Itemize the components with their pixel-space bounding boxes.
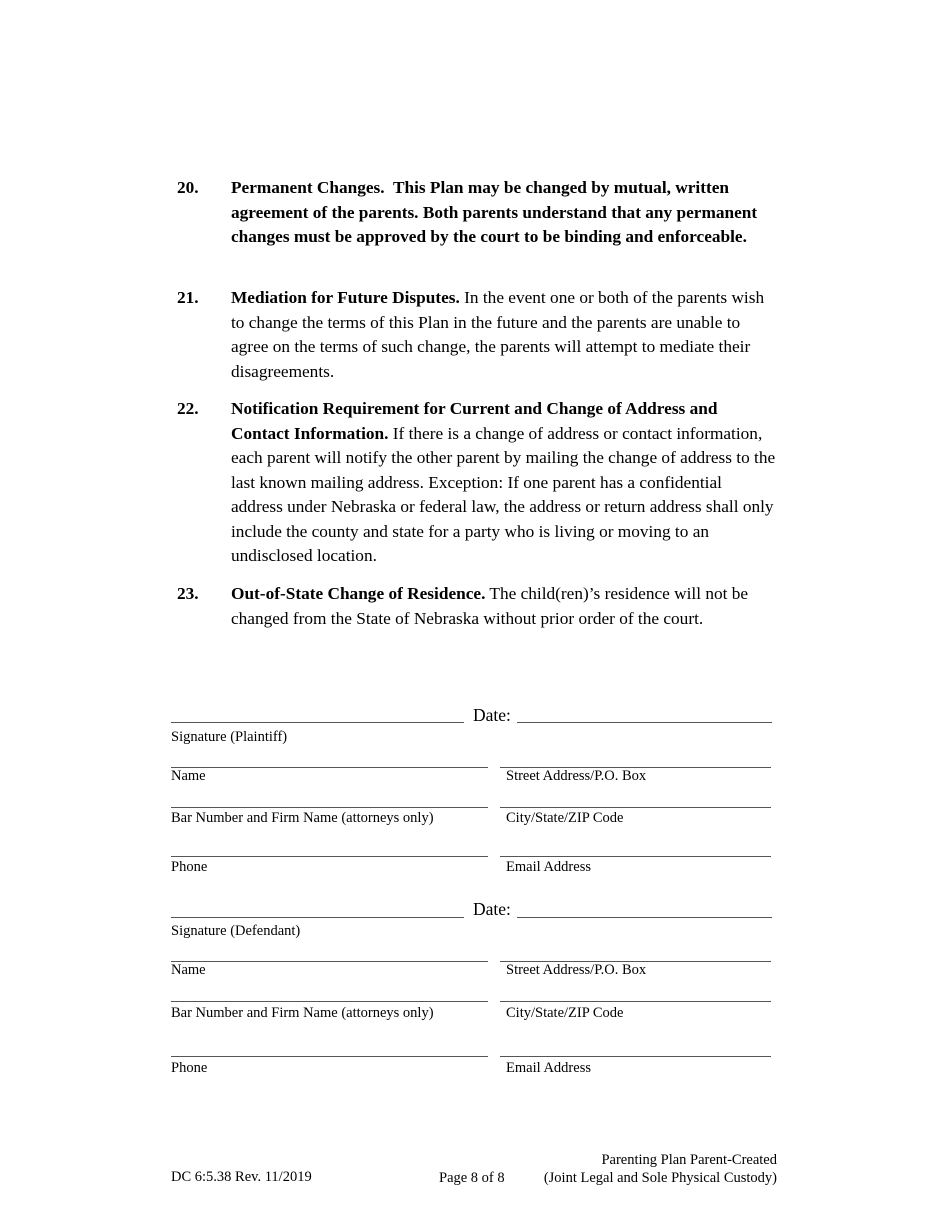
page-number: Page 8 of 8	[439, 1170, 505, 1186]
date-line[interactable]	[517, 722, 772, 723]
email-line[interactable]	[500, 856, 771, 857]
bar-label: Bar Number and Firm Name (attorneys only)	[171, 1005, 434, 1021]
signature-label: Signature (Plaintiff)	[171, 729, 288, 745]
signature-label: Signature (Defendant)	[171, 923, 301, 939]
footer-title-line1: Parenting Plan Parent-Created	[601, 1152, 777, 1168]
phone-line[interactable]	[171, 856, 488, 857]
form-id: DC 6:5.38 Rev. 11/2019	[171, 1169, 312, 1185]
bar-label: Bar Number and Firm Name (attorneys only)	[171, 810, 434, 826]
city-label: City/State/ZIP Code	[506, 810, 624, 826]
section-text: If there is a change of address or contact information, each parent will notify the other parent by mailing the change of address to the last known mailing address. Exception: If one parent has a confidential address under Nebraska or federal law, the address or return address shall only include the county and state for a party who is living or moving to an undisclosed location.	[231, 423, 776, 565]
city-label: City/State/ZIP Code	[506, 1005, 624, 1021]
section-number: 21.	[177, 288, 199, 307]
email-label: Email Address	[506, 859, 591, 875]
phone-label: Phone	[171, 859, 208, 875]
name-label: Name	[171, 768, 206, 784]
section-23	[177, 582, 777, 631]
section-21	[177, 286, 777, 384]
name-line[interactable]	[171, 961, 488, 962]
phone-label: Phone	[171, 1060, 208, 1076]
bar-line[interactable]	[171, 807, 488, 808]
section-heading: Permanent Changes.	[231, 178, 385, 197]
section-text: In the event one or both of the parents wish to change the terms of this Plan in the future and the parents are unable to agree on the terms of such change, the parents will attempt to mediate their disagreements.	[231, 288, 765, 381]
section-heading: Notification Requirement for Current and Change of Address and Contact Information.	[231, 399, 718, 443]
date-label: Date:	[473, 705, 511, 725]
name-label: Name	[171, 962, 206, 978]
section-heading: Out-of-State Change of Residence.	[231, 584, 486, 603]
name-line[interactable]	[171, 767, 488, 768]
signature-line[interactable]	[171, 917, 464, 918]
date-label: Date:	[473, 899, 511, 919]
section-number: 22.	[177, 399, 199, 418]
city-line[interactable]	[500, 807, 771, 808]
section-text: This Plan may be changed by mutual, written agreement of the parents. Both parents understand that any permanent changes must be approved by the court to be binding and enforceable.	[231, 178, 758, 246]
section-text: The child(ren)’s residence will not be changed from the State of Nebraska without prior order of the court.	[231, 584, 749, 628]
city-line[interactable]	[500, 1001, 771, 1002]
section-22	[177, 397, 777, 569]
section-heading: Mediation for Future Disputes.	[231, 288, 460, 307]
street-label: Street Address/P.O. Box	[506, 768, 647, 784]
footer-title	[544, 1151, 777, 1187]
section-number: 20.	[177, 178, 199, 197]
email-label: Email Address	[506, 1060, 591, 1076]
signature-line[interactable]	[171, 722, 464, 723]
phone-line[interactable]	[171, 1056, 488, 1057]
date-line[interactable]	[517, 917, 772, 918]
section-20	[177, 176, 777, 250]
street-label: Street Address/P.O. Box	[506, 962, 647, 978]
email-line[interactable]	[500, 1056, 771, 1057]
footer-title-line2: (Joint Legal and Sole Physical Custody)	[543, 1170, 777, 1186]
bar-line[interactable]	[171, 1001, 488, 1002]
section-number: 23.	[177, 584, 199, 603]
